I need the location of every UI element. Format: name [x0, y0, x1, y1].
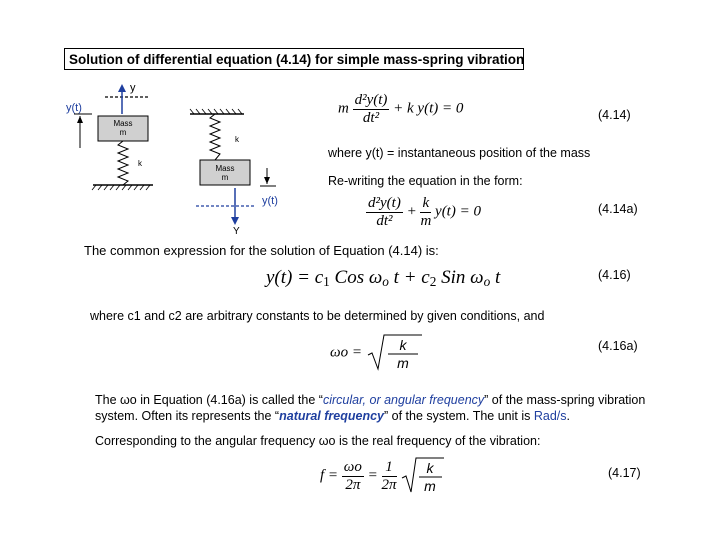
y-arrow-head — [118, 84, 126, 92]
svg-text:m: m — [396, 355, 409, 371]
where-c-line: where c1 and c2 are arbitrary constants to be determined by given conditions, and — [90, 309, 545, 323]
paragraph-circular-frequency: The ωo in Equation (4.16a) is called the “circular, or angular frequency” of the mass-spring vibration system. Often its represents the “natural frequency” of the system. The unit is Rad/s. — [95, 393, 646, 423]
equation-4-14: m $\frac{\text{d²y(t)}}{\text{dt²}}$ + k y(t) = 0 — [338, 92, 464, 126]
paragraph-real-frequency: Corresponding to the angular frequency ωo is the real frequency of the vibration: — [95, 434, 541, 448]
equation-number-4-17: (4.17) — [608, 466, 641, 480]
common-expression-line: The common expression for the solution of Equation (4.14) is: — [84, 243, 439, 258]
svg-text:m: m — [424, 478, 437, 494]
spring-left — [118, 141, 128, 185]
equation-4-16: $y(t) = c_1$ Cos $\omega_o$ $t + c_2$ Sin $\omega_o$ t — [266, 267, 501, 289]
rewrite-line: Re-writing the equation in the form: — [328, 174, 523, 188]
mass-spring-diagram — [60, 78, 310, 238]
equation-number-4-16: (4.16) — [598, 268, 631, 282]
equation-number-4-16a: (4.16a) — [598, 339, 638, 353]
equation-number-4-14a: (4.14a) — [598, 202, 638, 216]
svg-text:k: k — [235, 135, 239, 144]
y-t-label-left: y(t) — [66, 102, 82, 114]
y-t-label-right: y(t) — [262, 195, 278, 207]
svg-text:Mass: Mass — [113, 119, 133, 128]
svg-text:m: m — [119, 128, 127, 137]
svg-text:Mass: Mass — [215, 164, 235, 173]
svg-text:k: k — [138, 159, 142, 168]
svg-text:Y: Y — [233, 226, 240, 237]
svg-text:m: m — [221, 173, 229, 182]
svg-text:k: k — [426, 460, 434, 476]
svg-text:k: k — [399, 337, 407, 353]
where-line: where y(t) = instantaneous position of the mass — [328, 146, 591, 160]
y-label-top: y — [130, 82, 136, 94]
equation-4-17: f = $\frac{\omega o}{2\pi}$ = $\frac{1}{2\pi}$ k m — [320, 456, 446, 496]
equation-4-14a: $\frac{\text{d²y(t)}}{\text{dt²}}$ + $\frac{k}{m}$ y(t) = 0 — [368, 195, 481, 229]
spring-right — [210, 114, 220, 160]
equation-number-4-14: (4.14) — [598, 108, 631, 122]
equation-4-16a: ωo = k m — [330, 333, 424, 373]
page-title: Solution of differential equation (4.14) for simple mass-spring vibration — [64, 48, 524, 70]
